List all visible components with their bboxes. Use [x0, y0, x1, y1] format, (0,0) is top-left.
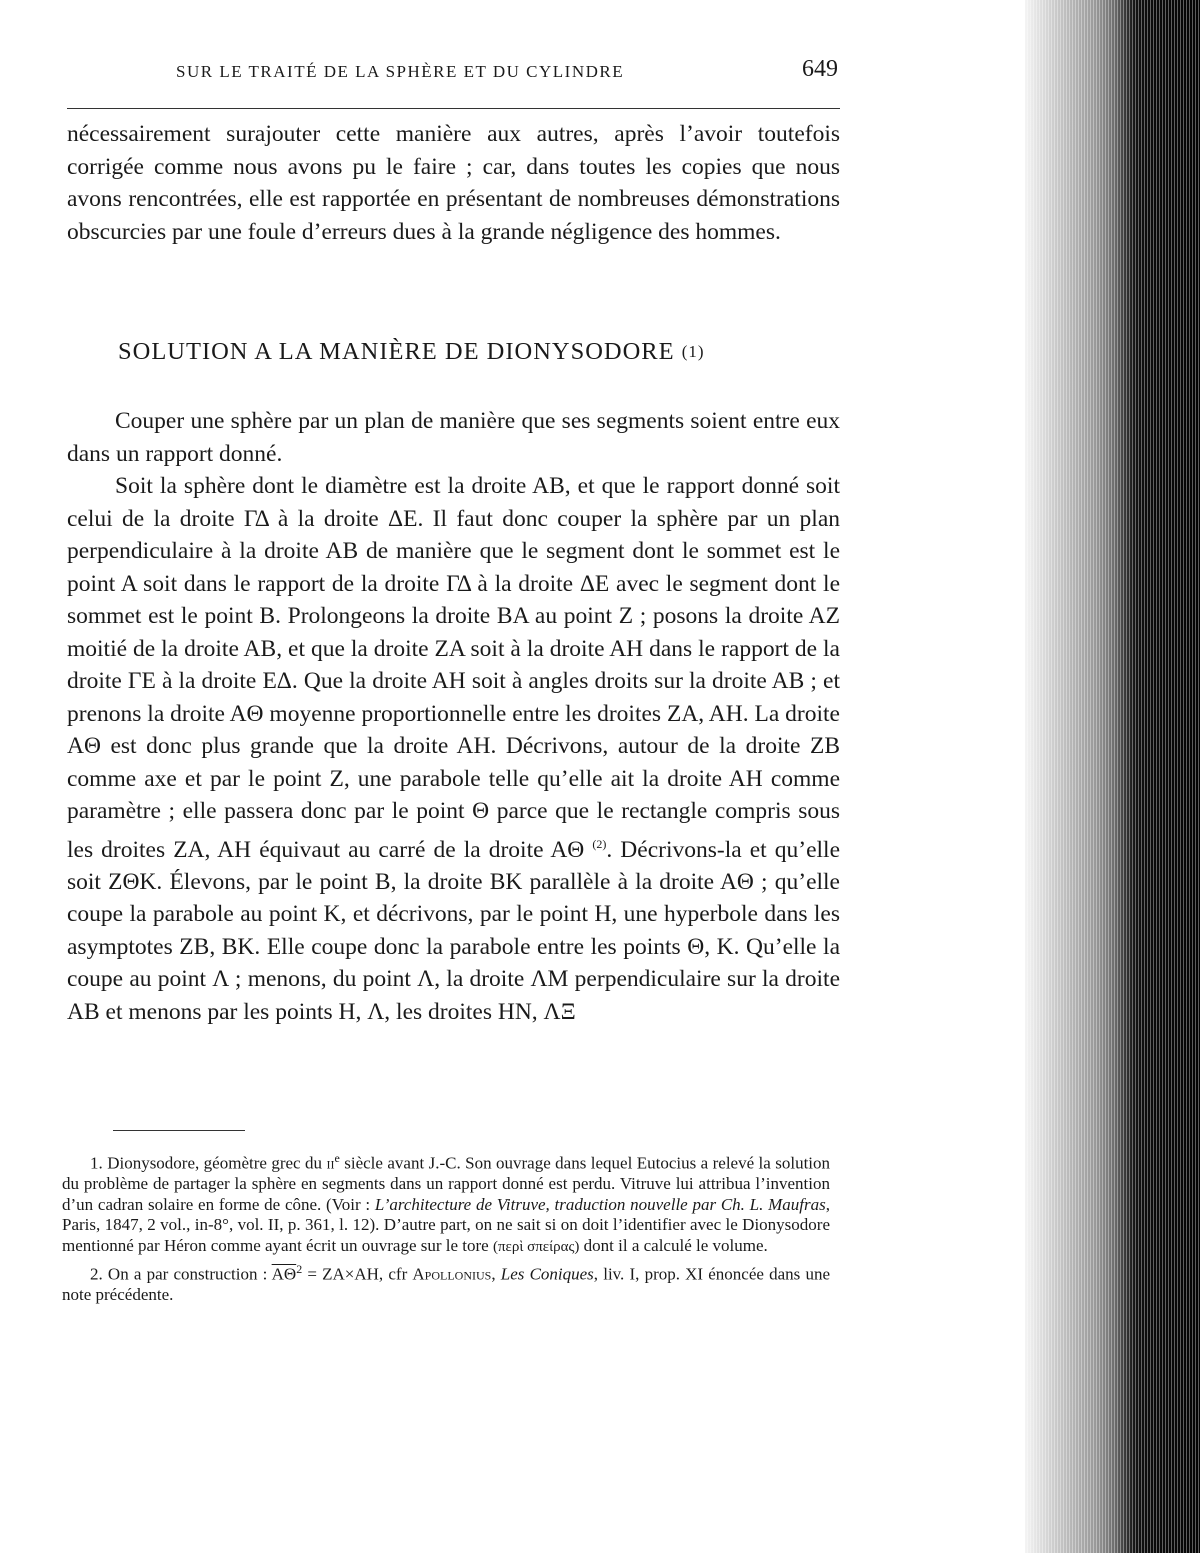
intro-paragraph: nécessairement surajouter cette manière aux autres, après l’avoir toutefois corrigée comme nous avons pu le faire ; car, dans toutes les copies que nous avons rencontrées, elle est rapportée en présentant de nombreuses démonstrations obscurcies par une foule d’erreurs dues à la grande négligence des hommes.: [67, 121, 840, 245]
footnote-2: 2. On a par construction : $\overline{A\Theta}^2 = ZA\times AH$, cfr Apollonius, Les Coniques, liv. I, prop. XI énoncée dans une note précédente.: [62, 1262, 830, 1305]
footnote-1-greek: (περὶ σπείρας): [492, 1238, 580, 1255]
footnote-2-text-b: liv. I, prop. XI énoncée dans une note précédente.: [62, 1264, 830, 1305]
footnote-2-formula-sup: 2: [296, 1262, 303, 1277]
footnote-1-number: 1.: [90, 1153, 103, 1173]
scan-shadow-edge: [1025, 0, 1200, 1553]
section-title-text: SOLUTION A LA MANIÈRE DE DIONYSODORE: [118, 338, 675, 365]
footnote-ref-2: (2): [592, 836, 607, 851]
intro-paragraph-block: [67, 118, 840, 248]
section-title: [118, 338, 705, 366]
footnote-1-text-c: , Paris, 1847, 2 vol., in-8°, vol. II, p. 361, l. 12). D’autre part, on ne sait si on doit l’identifier avec le Dionysodore mentionné par Héron comme ayant écrit un ouvrage sur le tore: [62, 1194, 830, 1255]
footnote-1-century: ii: [326, 1153, 335, 1173]
footnote-1-century-sup: e: [334, 1151, 340, 1165]
construction-paragraph: [67, 470, 840, 1028]
footnote-1: [62, 1148, 830, 1257]
footnote-2-author: Apollonius: [412, 1264, 492, 1284]
page-number: 649: [802, 56, 838, 82]
main-text: [67, 405, 840, 1028]
footnote-rule: [113, 1130, 245, 1131]
footnote-2-work: Les Coniques: [500, 1264, 594, 1284]
footnote-2-text-a: On a par construction :: [107, 1264, 268, 1284]
footnote-1-text-a: Dionysodore, géomètre grec du: [107, 1153, 323, 1173]
construction-text-b: . Décrivons-la et qu’elle soit ZΘK. Élevons, par le point B, la droite BK parallèle à la droite AΘ ; qu’elle coupe la parabole au point K, et décrivons, par le point H, une hyperbole dans les asymptotes ZB, BK. Elle coupe donc la parabole entre les points Θ, K. Qu’elle la coupe au point Λ ; menons, du point Λ, la droite ΛM perpendiculaire sur la droite AB et menons par les points H, Λ, les droites HN, ΛΞ: [67, 836, 841, 1025]
footnotes: [62, 1148, 830, 1308]
footnote-2-formula-bar: $\overline{A\Theta}$: [271, 1264, 297, 1284]
footnote-1-text-b: siècle avant J.-C. Son ouvrage dans lequel Eutocius a relevé la solution du problème de partager la sphère en segments dans un rapport donné est perdu. Vitruve lui attribua l’invention d’un cadran solaire en forme de cône. (Voir :: [62, 1153, 831, 1214]
section-note-ref: (1): [681, 342, 705, 361]
footnote-2-formula-rest: = ZA×AH, cfr: [307, 1264, 408, 1284]
problem-statement: Couper une sphère par un plan de manière que ses segments soient entre eux dans un rapport donné.: [67, 408, 840, 467]
footnote-1-text-d: dont il a calculé le volume.: [583, 1235, 768, 1255]
page-header: [176, 56, 838, 96]
footnote-1-citation: L’architecture de Vitruve, traduction nouvelle par Ch. L. Maufras: [374, 1194, 826, 1214]
running-head: SUR LE TRAITÉ DE LA SPHÈRE ET DU CYLINDRE: [176, 62, 625, 81]
footnote-2-number: 2.: [90, 1264, 103, 1284]
header-rule: [67, 108, 840, 109]
construction-text-a: Soit la sphère dont le diamètre est la droite AB, et que le rapport donné soit celui de la droite ΓΔ à la droite ΔE. Il faut donc couper la sphère par un plan perpendiculaire à la droite AB de manière que le segment dont le sommet est le point A soit dans le rapport de la droite ΓΔ à la droite ΔE avec le segment dont le sommet est le point B. Prolongeons la droite BA au point Z ; posons la droite AZ moitié de la droite AB, et que la droite ZA soit à la droite AH dans le rapport de la droite ΓE à la droite EΔ. Que la droite AH soit à angles droits sur la droite AB ; et prenons la droite AΘ moyenne proportionnelle entre les droites ZA, AH. La droite AΘ est donc plus grande que la droite AH. Décrivons, autour de la droite ZB comme axe et par le point Z, une parabole telle qu’elle ait la droite AH comme paramètre ; elle passera donc par le point Θ parce que le rectangle compris sous les droites ZA, AH équivaut au carré de la droite AΘ: [67, 473, 840, 863]
